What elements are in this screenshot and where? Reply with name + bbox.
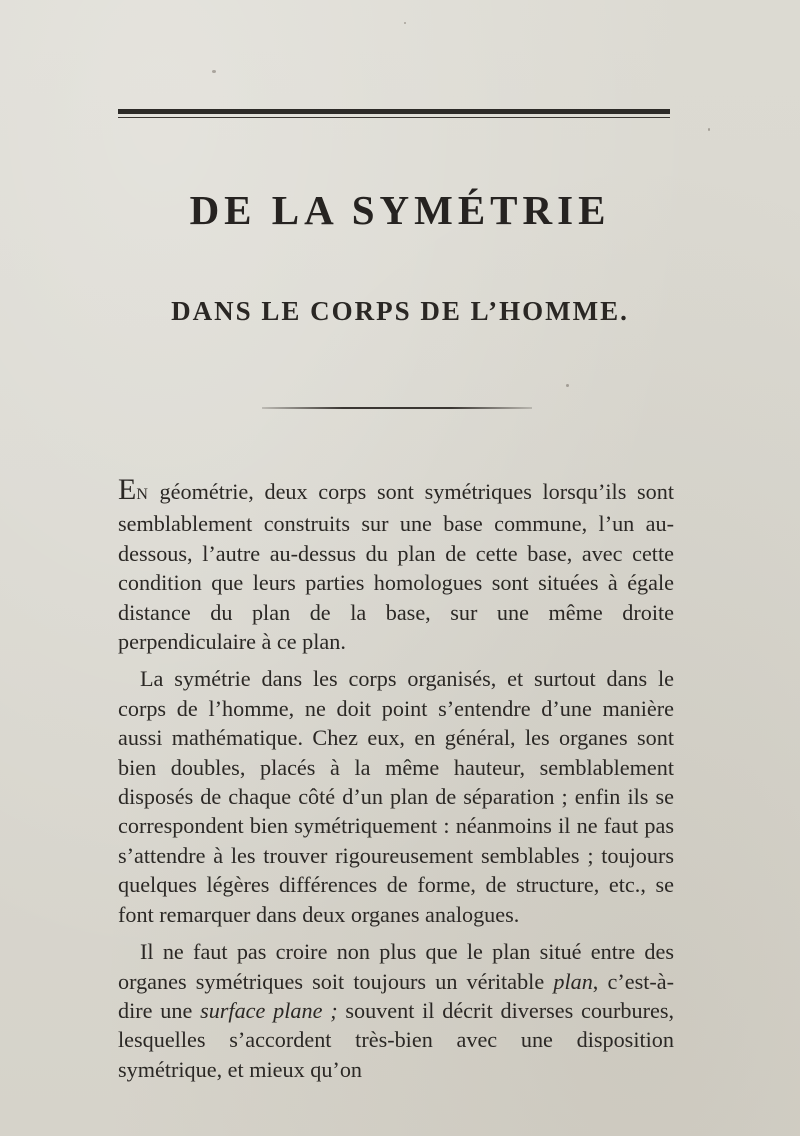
smallcap-letters: N — [136, 486, 149, 503]
page-subtitle: DANS LE CORPS DE L’HOMME. — [171, 296, 629, 326]
paper-speck — [212, 70, 216, 73]
paragraph-3-italic-surface: surface plane ; — [200, 997, 338, 1023]
body-text — [118, 475, 674, 1092]
paper-speck — [708, 128, 710, 131]
top-rule-thin — [118, 117, 670, 118]
paragraph-2: La symétrie dans les corps organisés, et surtout dans le corps de l’homme, ne doit point s’entendre d’une manière aussi mathématique. Chez eux, en général, les organes sont bien doubles, placés à la même hauteur, semblablement disposés de chaque côté d’un plan de séparation ; enfin ils se correspondent bien symétriquement : néanmoins il ne faut pas s’attendre à les trouver rigoureusement semblables ; toujours quelques légères différences de forme, de structure, etc., se font remarquer dans deux organes analogues. — [118, 666, 674, 927]
paragraph-3-text-c: souvent il décrit diverses courbures, lesquelles s’accordent très-bien avec une disposition symétrique, et mieux qu’on — [118, 997, 675, 1082]
top-rule-thick — [118, 109, 670, 114]
paragraph-3 — [118, 937, 674, 1084]
paragraph-3-italic-plan: plan — [553, 968, 593, 994]
section-divider — [262, 407, 532, 409]
paragraph-1-text: géométrie, deux corps sont symétriques lorsqu’ils sont semblablement construits sur une base commune, l’un au-dessous, l’autre au-dessus du plan de cette base, avec cette condition que leurs parties homologues sont situées à égale distance du plan de la base, sur une même droite perpendiculaire à ce plan. — [118, 479, 674, 655]
paper-speck — [404, 22, 406, 24]
paragraph-1 — [118, 475, 674, 656]
paragraph-3-text-a: Il ne faut pas croire non plus que le plan situé entre des organes symétriques soit toujours un véritable — [118, 939, 674, 994]
paper-speck — [566, 384, 569, 387]
paragraph-3-text-b: , c’est-à-dire une — [118, 968, 675, 1023]
dropcap-letter: E — [118, 473, 137, 506]
page-title: DE LA SYMÉTRIE — [189, 187, 611, 233]
top-double-rule — [118, 109, 670, 118]
